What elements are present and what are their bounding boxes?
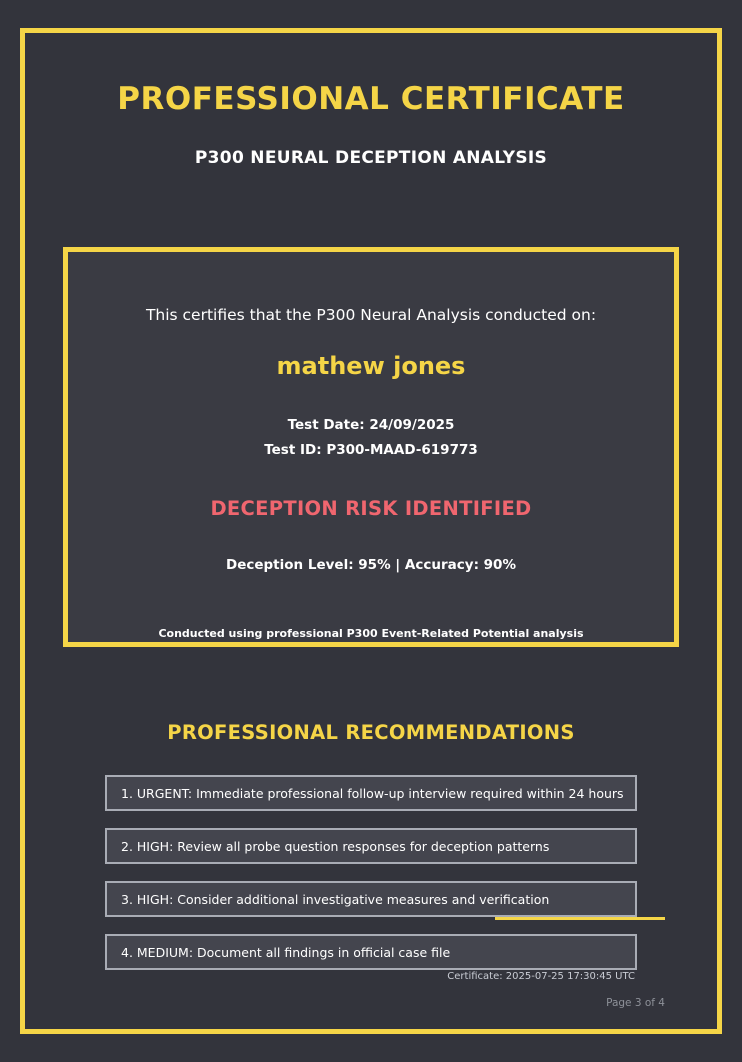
certificate-panel (63, 247, 679, 647)
certificate-timestamp: Certificate: 2025-07-25 17:30:45 UTC (447, 971, 635, 982)
accent-divider (495, 917, 665, 920)
page-title: PROFESSIONAL CERTIFICATE (117, 81, 625, 117)
recommendations-list (105, 775, 637, 987)
certificate-intro-text: This certifies that the P300 Neural Analysis conducted on: (145, 306, 597, 324)
recommendations-heading: PROFESSIONAL RECOMMENDATIONS (167, 721, 575, 744)
test-date: Test Date: 24/09/2025 (287, 417, 455, 433)
page-number: Page 3 of 4 (606, 997, 665, 1009)
list-item: 1. URGENT: Immediate professional follow-up interview required within 24 hours (105, 775, 637, 811)
test-id: Test ID: P300-MAAD-619773 (264, 442, 478, 458)
certificate-meta (68, 413, 674, 463)
risk-status-badge: DECEPTION RISK IDENTIFIED (210, 497, 532, 520)
certificate-border-frame (20, 28, 722, 1034)
list-item: 3. HIGH: Consider additional investigative measures and verification (105, 881, 637, 917)
page-subtitle: P300 NEURAL DECEPTION ANALYSIS (194, 148, 548, 168)
list-item: 2. HIGH: Review all probe question responses for deception patterns (105, 828, 637, 864)
deception-levels: Deception Level: 95% | Accuracy: 90% (226, 557, 516, 573)
certificate-footnote: Conducted using professional P300 Event-Related Potential analysis (158, 627, 584, 640)
subject-name: mathew jones (276, 352, 466, 380)
list-item: 4. MEDIUM: Document all findings in official case file (105, 934, 637, 970)
